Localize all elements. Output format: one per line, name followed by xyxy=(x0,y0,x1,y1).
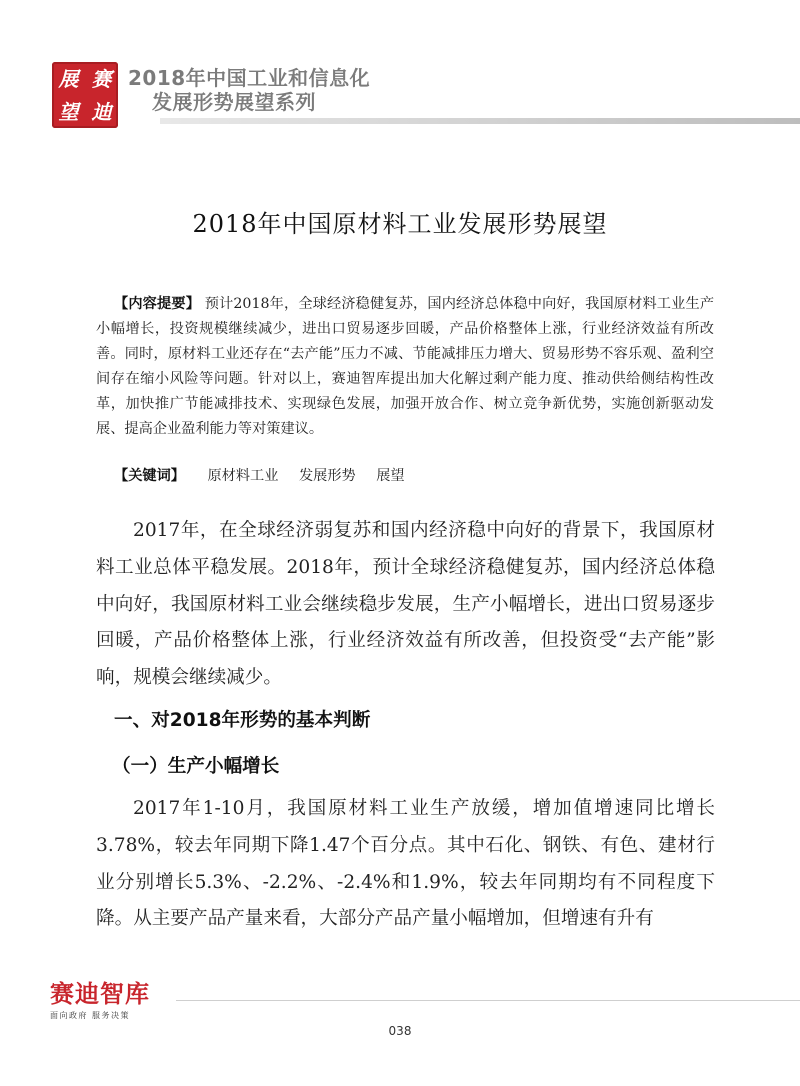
keyword-item: 发展形势 xyxy=(298,468,356,484)
seal-char: 迪 xyxy=(91,99,112,124)
footer-divider xyxy=(176,1000,800,1001)
series-title xyxy=(128,66,370,114)
section-heading: 一、对2018年形势的基本判断 xyxy=(114,710,371,731)
footer-logo-slogan: 面向政府 服务决策 xyxy=(50,1011,131,1020)
seal-char: 赛 xyxy=(91,66,112,91)
seal-char: 望 xyxy=(58,99,79,124)
keywords-tag: 【关键词】 xyxy=(114,468,185,484)
page-title: 2018年中国原材料工业发展形势展望 xyxy=(192,210,608,238)
series-seal-logo xyxy=(52,62,118,128)
keywords xyxy=(114,465,405,485)
page-number: 038 xyxy=(388,1024,412,1038)
subsection-heading: （一）生产小幅增长 xyxy=(112,756,280,777)
keyword-item: 原材料工业 xyxy=(207,468,279,484)
footer-logo-name: 赛迪智库 xyxy=(50,980,150,1008)
abstract xyxy=(96,292,714,442)
abstract-tag: 【内容提要】 xyxy=(114,296,201,312)
series-title-line1: 2018年中国工业和信息化 xyxy=(128,66,371,90)
keyword-item: 展望 xyxy=(376,468,405,484)
body-paragraph: 2017年，在全球经济弱复苏和国内经济稳中向好的背景下，我国原材料工业总体平稳发展。2018年，预计全球经济稳健复苏，国内经济总体稳中向好，我国原材料工业会继续稳步发展，生产小幅增长，进出口贸易逐步回暖，产品价格整体上涨，行业经济效益有所改善，但投资受“去产能”影响，规模会继续减少。 xyxy=(96,520,715,689)
seal-char: 展 xyxy=(58,66,79,91)
series-title-line2: 发展形势展望系列 xyxy=(152,90,316,114)
footer-logo xyxy=(50,980,172,1021)
header-divider xyxy=(160,118,800,124)
body-paragraph: 2017年1-10月，我国原材料工业生产放缓，增加值增速同比增长3.78%，较去年同期下降1.47个百分点。其中石化、钢铁、有色、建材行业分别增长5.3%、-2.2%、-2.4%和1.9%，较去年同期均有不同程度下降。从主要产品产量来看，大部分产品产量小幅增加，但增速有升有 xyxy=(96,798,715,930)
abstract-text: 预计2018年，全球经济稳健复苏，国内经济总体稳中向好，我国原材料工业生产小幅增长，投资规模继续减少，进出口贸易逐步回暖，产品价格整体上涨，行业经济效益有所改善。同时，原材料工业还存在“去产能”压力不减、节能减排压力增大、贸易形势不容乐观、盈利空间存在缩小风险等问题。针对以上，赛迪智库提出加大化解过剩产能力度、推动供给侧结构性改革，加快推广节能减排技术、实现绿色发展，加强开放合作、树立竞争新优势，实施创新驱动发展、提高企业盈利能力等对策建议。 xyxy=(96,296,715,437)
